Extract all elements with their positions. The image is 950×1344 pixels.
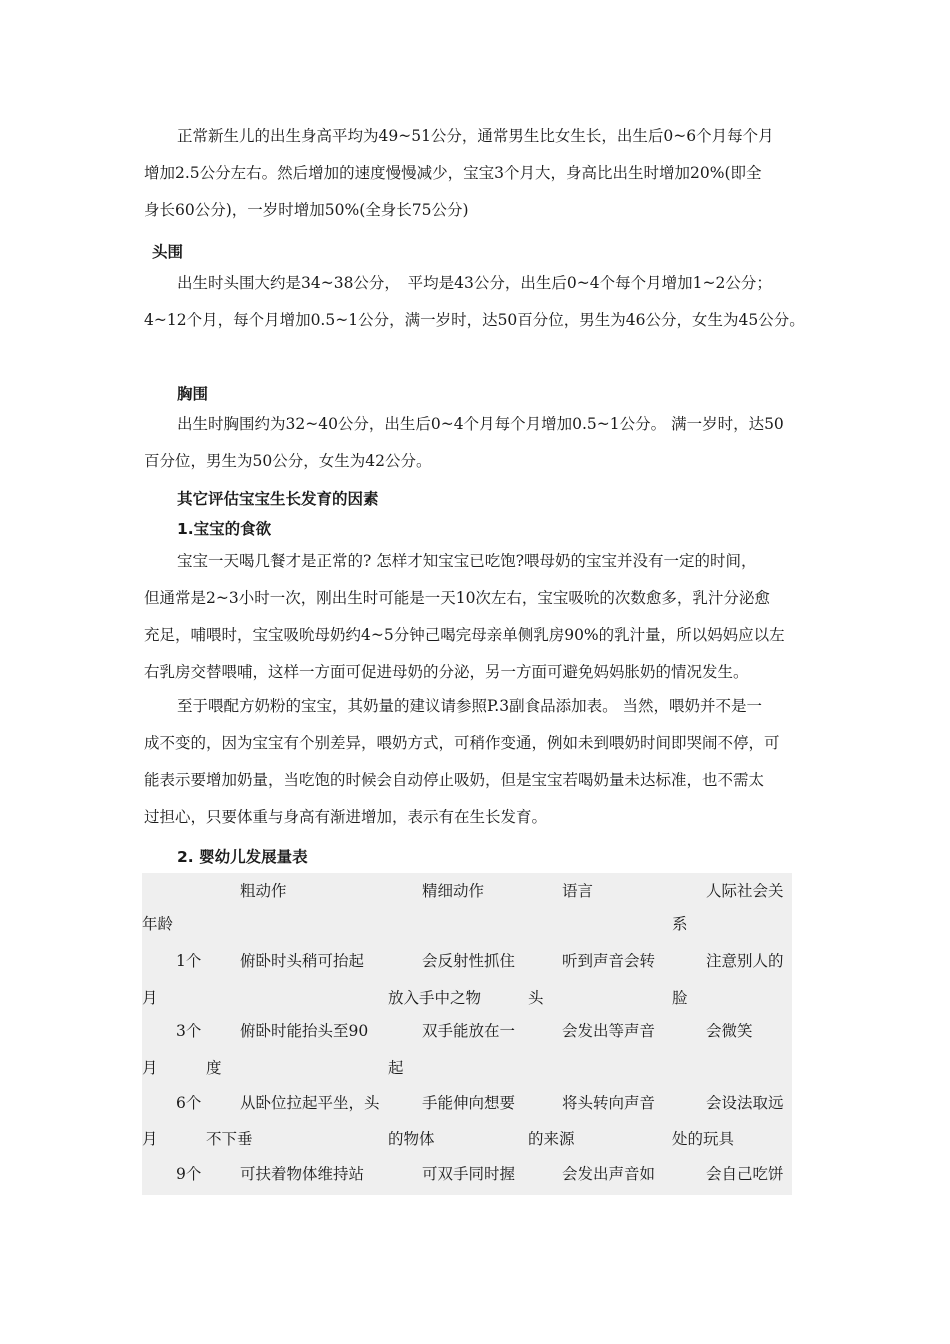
row1-fine-cont: 放入手中之物: [388, 989, 482, 1007]
row3-language-cont: 的来源: [528, 1130, 575, 1148]
head-circumference-title: 头围: [152, 243, 184, 261]
row3-fine-cont: 的物体: [388, 1130, 435, 1148]
row3-age-cont: 月: [142, 1130, 158, 1148]
row3-fine: 手能伸向想要: [422, 1094, 516, 1112]
row4-language: 会发出声音如: [562, 1165, 656, 1183]
text-line: 宝宝一天喝几餐才是正常的? 怎样才知宝宝已吃饱?喂母奶的宝宝并没有一定的时间，: [177, 552, 757, 570]
row4-gross: 可扶着物体维持站: [240, 1165, 365, 1183]
text-line: 身长60公分)，一岁时增加50%(全身长75公分): [144, 201, 469, 219]
row1-gross: 俯卧时头稍可抬起: [240, 952, 365, 970]
row1-language: 听到声音会转: [562, 952, 656, 970]
text-line: 但通常是2~3小时一次，刚出生时可能是一天10次左右，宝宝吸吮的次数愈多，乳汁分泌愈: [144, 589, 770, 607]
chest-circumference-title: 胸围: [177, 385, 209, 403]
text-line: 增加2.5公分左右。然后增加的速度慢慢减少，宝宝3个月大，身高比出生时增加20%(即全: [144, 164, 762, 182]
header-social: 人际社会关: [706, 882, 784, 900]
row2-age: 3个: [176, 1022, 202, 1040]
row1-age-cont: 月: [142, 989, 158, 1007]
row2-fine-cont: 起: [388, 1059, 404, 1077]
text-line: 过担心，只要体重与身高有渐进增加，表示有在生长发育。: [144, 808, 548, 826]
appetite-title: 1.宝宝的食欲: [177, 520, 272, 538]
appetite-paragraph-2: [144, 688, 808, 836]
text-line: 出生时胸围约为32~40公分，出生后0~4个月每个月增加0.5~1公分。 满一岁时，达50: [177, 415, 784, 433]
row1-social: 注意别人的: [706, 952, 784, 970]
text-line: 能表示要增加奶量，当吃饱的时候会自动停止吸奶，但是宝宝若喝奶量未达标准，也不需太: [144, 771, 765, 789]
row1-age: 1个: [176, 952, 202, 970]
text-line: 右乳房交替喂哺，这样一方面可促进母奶的分泌，另一方面可避免妈妈胀奶的情况发生。: [144, 663, 749, 681]
row2-fine: 双手能放在一: [422, 1022, 516, 1040]
row2-gross: 俯卧时能抬头至90: [240, 1022, 369, 1040]
dev-table-title: 2. 婴幼儿发展量表: [177, 848, 308, 866]
row3-age: 6个: [176, 1094, 202, 1112]
header-age: 年龄: [142, 915, 174, 933]
row3-gross: 从卧位拉起平坐，头: [240, 1094, 380, 1112]
row4-fine: 可双手同时握: [422, 1165, 516, 1183]
row3-social-cont: 处的玩具: [672, 1130, 735, 1148]
row3-language: 将头转向声音: [562, 1094, 656, 1112]
text-line: 4~12个月，每个月增加0.5~1公分，满一岁时，达50百分位，男生为46公分，女生为45公分。: [144, 311, 805, 329]
header-gross-motor: 粗动作: [240, 882, 287, 900]
text-line: 百分位，男生为50公分，女生为42公分。: [144, 452, 432, 470]
row4-age: 9个: [176, 1165, 202, 1183]
row2-social: 会微笑: [706, 1022, 753, 1040]
text-line: 至于喂配方奶粉的宝宝，其奶量的建议请参照P.3副食品添加表。 当然，喂奶并不是一: [177, 697, 763, 715]
text-line: 正常新生儿的出生身高平均为49~51公分，通常男生比女生长，出生后0~6个月每个月: [177, 127, 774, 145]
header-social-cont: 系: [672, 915, 688, 933]
header-fine-motor: 精细动作: [422, 882, 485, 900]
row2-gross-cont: 度: [206, 1059, 222, 1077]
height-paragraph: [144, 118, 808, 229]
text-line: 出生时头围大约是34~38公分， 平均是43公分，出生后0~4个每个月增加1~2公分；: [177, 274, 772, 292]
row1-language-cont: 头: [528, 989, 544, 1007]
row3-social: 会设法取远: [706, 1094, 784, 1112]
chest-paragraph: [144, 406, 808, 480]
text-line: 成不变的，因为宝宝有个别差异，喂奶方式，可稍作变通，例如未到喂奶时间即哭闹不停，可: [144, 734, 780, 752]
appetite-paragraph-1: [144, 543, 808, 691]
header-language: 语言: [562, 882, 594, 900]
row1-social-cont: 脸: [672, 989, 688, 1007]
row3-gross-cont: 不下垂: [206, 1130, 253, 1148]
other-factors-title: 其它评估宝宝生长发育的因素: [177, 490, 379, 508]
text-line: 充足，哺喂时，宝宝吸吮母奶约4~5分钟己喝完母亲单侧乳房90%的乳汁量，所以妈妈应以左: [144, 626, 785, 644]
development-table: [142, 873, 792, 1195]
row1-fine: 会反射性抓住: [422, 952, 516, 970]
row2-language: 会发出等声音: [562, 1022, 656, 1040]
row4-social: 会自己吃饼: [706, 1165, 784, 1183]
head-paragraph: [144, 265, 808, 339]
row2-age-cont: 月: [142, 1059, 158, 1077]
